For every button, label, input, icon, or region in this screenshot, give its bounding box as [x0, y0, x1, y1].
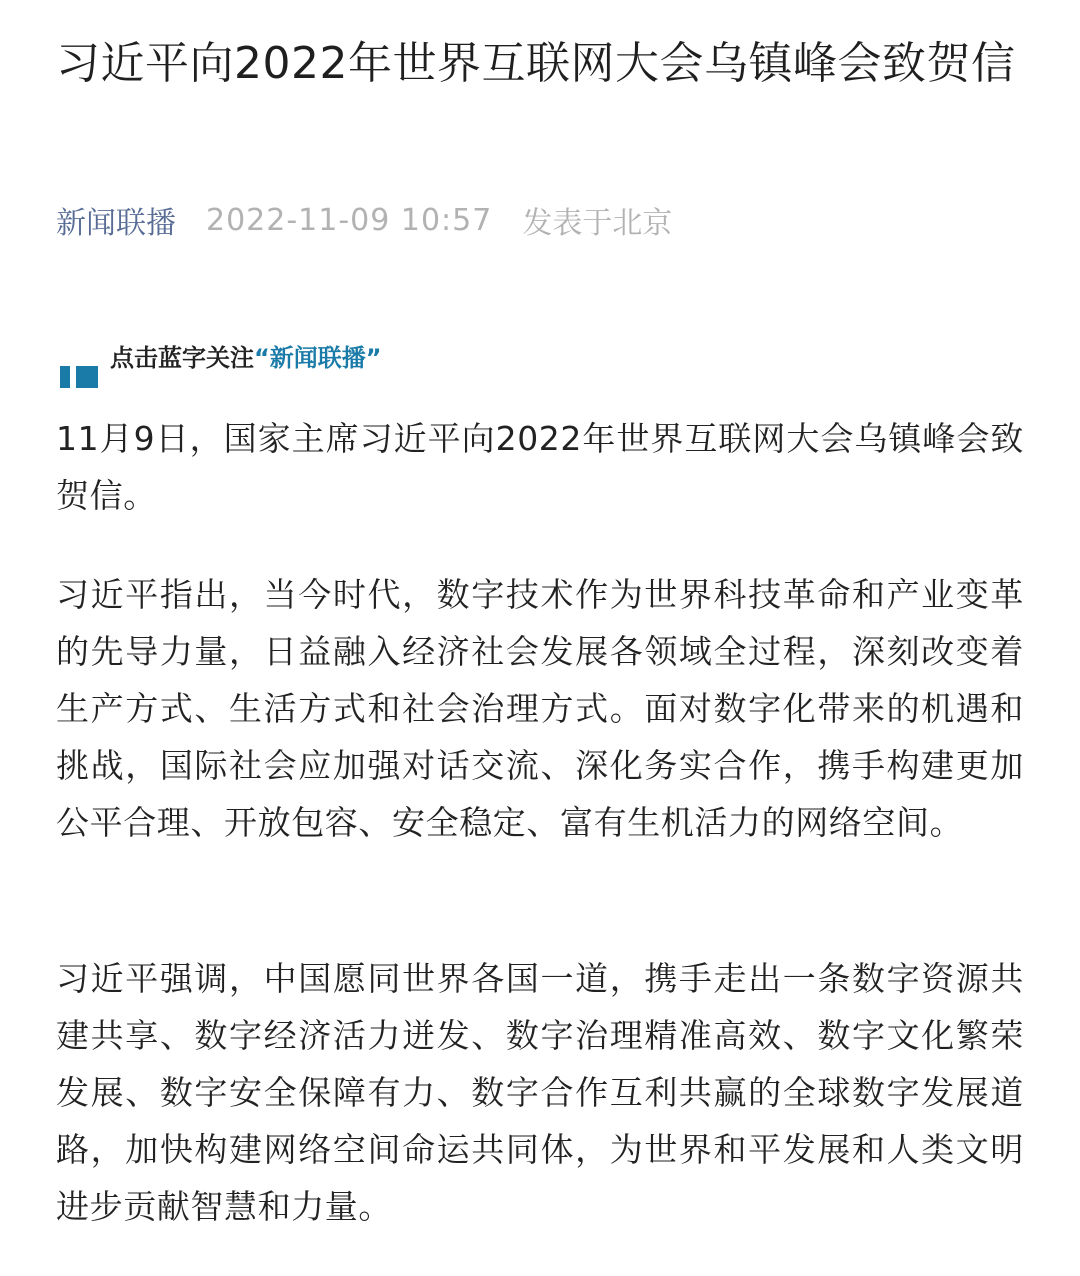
follow-text — [110, 338, 382, 378]
follow-prefix: 点击蓝字关注 — [110, 344, 254, 372]
publish-time: 2022-11-09 10:57 — [206, 202, 493, 238]
bar-big — [76, 366, 98, 388]
article-meta — [56, 198, 672, 242]
follow-banner[interactable] — [60, 340, 382, 388]
bar-small — [60, 366, 70, 388]
paragraph-2: 习近平指出，当今时代，数字技术作为世界科技革命和产业变革的先导力量，日益融入经济社会发展各领域全过程，深刻改变着生产方式、生活方式和社会治理方式。面对数字化带来的机遇和挑战，国际社会应加强对话交流、深化务实合作，携手构建更加公平合理、开放包容、安全稳定、富有生机活力的网络空间。 — [56, 575, 1024, 842]
paragraph-1: 11月9日，国家主席习近平向2022年世界互联网大会乌镇峰会致贺信。 — [56, 419, 1024, 515]
source-account-link[interactable]: 新闻联播 — [56, 206, 176, 241]
follow-bars-icon — [60, 342, 98, 388]
article-title: 习近平向2022年世界互联网大会乌镇峰会致贺信 — [56, 38, 1016, 89]
publish-location: 发表于北京 — [522, 206, 673, 241]
follow-account-name: “新闻联播” — [254, 344, 382, 372]
paragraph-3: 习近平强调，中国愿同世界各国一道，携手走出一条数字资源共建共享、数字经济活力迸发、数字治理精准高效、数字文化繁荣发展、数字安全保障有力、数字合作互利共赢的全球数字发展道路，加快构建网络空间命运共同体，为世界和平发展和人类文明进步贡献智慧和力量。 — [56, 959, 1024, 1226]
